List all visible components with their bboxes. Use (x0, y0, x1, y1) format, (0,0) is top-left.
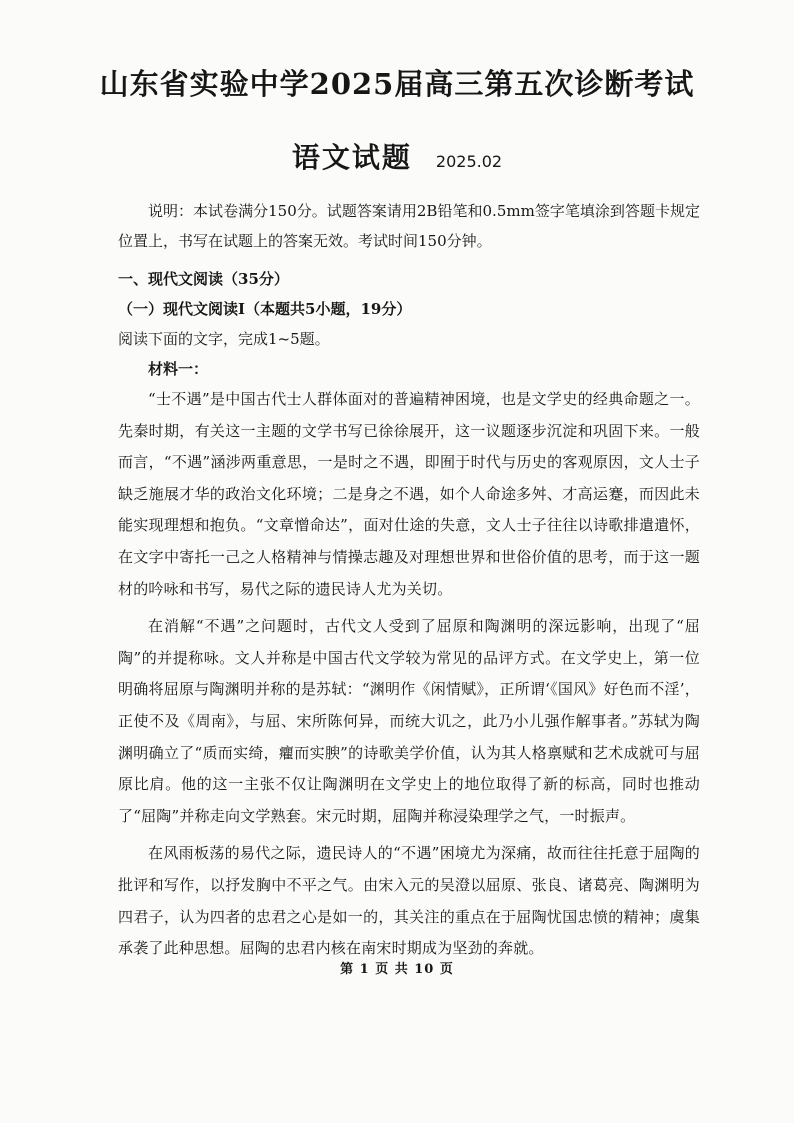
reading-prompt: 阅读下面的文字，完成1~5题。 (118, 330, 330, 348)
page-footer: 第 1 页 共 10 页 (340, 962, 454, 977)
subject-line (0, 136, 794, 176)
material-label: 材料一： (148, 360, 209, 378)
section-title: 一、现代文阅读（35分） (118, 270, 289, 288)
subsection-title: （一）现代文阅读Ⅰ（本题共5小题，19分） (118, 300, 412, 318)
material-paragraph: 在风雨板荡的易代之际，遗民诗人的“不遇”困境尤为深痛，故而往往托意于屈陶的批评和写作，以抒发胸中不平之气。由宋入元的吴澄以屈原、张良、诸葛亮、陶渊明为四君子，认为四者的忠君之心是如一的，其关注的重点在于屈陶忧国忠愤的精神；虞集承袭了此种思想。屈陶的忠君内核在南宋时期成为坚劲的奔就。 (118, 844, 700, 958)
page-content (118, 196, 700, 965)
exam-title: 山东省实验中学2025届高三第五次诊断考试 (99, 67, 695, 101)
exam-instructions: 说明：本试卷满分150分。试题答案请用2B铅笔和0.5mm签字笔填涂到答题卡规定位置上，书写在试题上的答案无效。考试时间150分钟。 (118, 202, 700, 250)
exam-date: 2025.02 (435, 152, 503, 171)
subject-title: 语文试题 (291, 141, 412, 174)
material-paragraph: “士不遇”是中国古代士人群体面对的普遍精神困境，也是文学史的经典命题之一。先秦时期，有关这一主题的文学书写已徐徐展开，这一议题逐步沉淀和巩固下来。一般而言，“不遇”涵涉两重意思，一是时之不遇，即囿于时代与历史的客观原因，文人士子缺乏施展才华的政治文化环境；二是身之不遇，如个人命途多舛、才高运蹇，而因此未能实现理想和抱负。“文章憎命达”，面对仕途的失意，文人士子往往以诗歌排遣遣怀，在文字中寄托一己之人格精神与情操志趣及对理想世界和世俗价值的思考，而于这一题材的吟咏和书写，易代之际的遗民诗人尤为关切。 (118, 390, 700, 598)
material-paragraph: 在消解“不遇”之问题时，古代文人受到了屈原和陶渊明的深远影响，出现了“屈陶”的并提称咏。文人并称是中国古代文学较为常见的品评方式。在文学史上，第一位明确将屈原与陶渊明并称的是苏轼：“渊明作《闲情赋》，正所谓‘《国风》好色而不淫’，正使不及《周南》，与屈、宋所陈何异，而统大讥之，此乃小儿强作解事者。”苏轼为陶渊明确立了“质而实绮，癯而实腴”的诗歌美学价值，认为其人格禀赋和艺术成就可与屈原比肩。他的这一主张不仅让陶渊明在文学史上的地位取得了新的标高，同时也推动了“屈陶”并称走向文学熟套。宋元时期，屈陶并称浸染理学之气，一时振声。 (118, 617, 700, 825)
